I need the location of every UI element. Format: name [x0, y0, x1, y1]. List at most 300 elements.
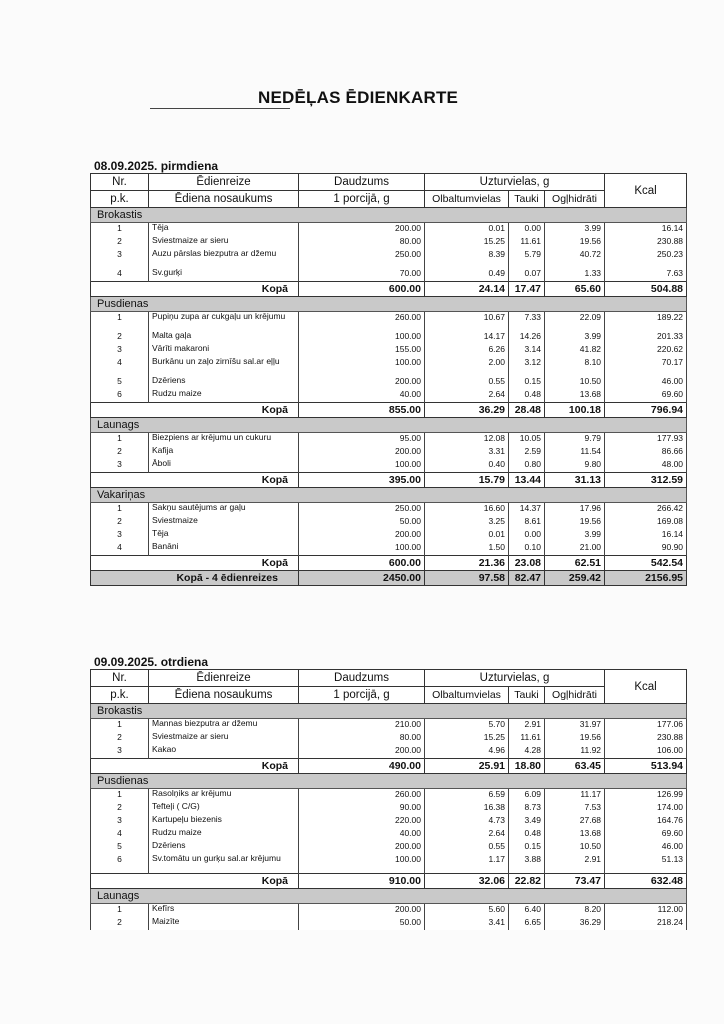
header-protein: Olbaltumvielas	[425, 687, 509, 704]
protein-value: 15.25	[425, 732, 509, 745]
dish-name: Rasolņiks ar krējumu	[149, 789, 299, 803]
kcal-value: 174.00	[605, 802, 687, 815]
table-row	[91, 446, 687, 459]
fat-value: 0.48	[509, 828, 545, 841]
meal-header	[91, 704, 687, 719]
carbs-value: 17.96	[545, 502, 605, 516]
kcal-value: 230.88	[605, 236, 687, 249]
protein-value: 8.39	[425, 249, 509, 268]
total-protein: 21.36	[425, 555, 509, 570]
carbs-value: 11.54	[545, 446, 605, 459]
fat-value: 2.91	[509, 719, 545, 733]
fat-value: 11.61	[509, 236, 545, 249]
dish-name: Kafija	[149, 446, 299, 459]
fat-value: 0.80	[509, 459, 545, 473]
quantity: 50.00	[299, 917, 425, 930]
kcal-value: 7.63	[605, 268, 687, 282]
fat-value: 14.37	[509, 502, 545, 516]
quantity: 200.00	[299, 529, 425, 542]
protein-value: 5.60	[425, 903, 509, 917]
dish-name: Dzēriens	[149, 376, 299, 389]
quantity: 50.00	[299, 516, 425, 529]
row-number: 5	[91, 376, 149, 389]
protein-value: 0.55	[425, 376, 509, 389]
total-label: Kopā	[91, 759, 299, 774]
kcal-value: 16.14	[605, 223, 687, 237]
header-nr: Nr.	[91, 174, 149, 191]
header-row-top	[91, 670, 687, 687]
fat-value: 0.15	[509, 841, 545, 854]
quantity: 260.00	[299, 312, 425, 331]
row-number: 1	[91, 223, 149, 237]
dish-name: Tēja	[149, 529, 299, 542]
day-section	[90, 160, 686, 586]
row-number: 4	[91, 357, 149, 376]
meal-name: Vakariņas	[91, 487, 687, 502]
dish-name: Rudzu maize	[149, 828, 299, 841]
dish-name: Tēja	[149, 223, 299, 237]
quantity: 90.00	[299, 802, 425, 815]
protein-value: 2.64	[425, 828, 509, 841]
meal-total-row	[91, 555, 687, 570]
total-label: Kopā	[91, 282, 299, 297]
carbs-value: 9.80	[545, 459, 605, 473]
day-date: 08.09.2025. pirmdiena	[94, 159, 219, 173]
quantity: 80.00	[299, 236, 425, 249]
quantity: 70.00	[299, 268, 425, 282]
fat-value: 6.09	[509, 789, 545, 803]
total-kcal: 542.54	[605, 555, 687, 570]
kcal-value: 169.08	[605, 516, 687, 529]
carbs-value: 13.68	[545, 828, 605, 841]
kcal-value: 90.90	[605, 542, 687, 556]
total-protein: 15.79	[425, 472, 509, 487]
protein-value: 3.31	[425, 446, 509, 459]
header-row-top	[91, 174, 687, 191]
table-row	[91, 542, 687, 556]
dish-name: Auzu pārslas biezputra ar džemu	[149, 249, 299, 268]
total-kcal: 312.59	[605, 472, 687, 487]
quantity: 200.00	[299, 745, 425, 759]
protein-value: 2.64	[425, 389, 509, 403]
total-protein: 36.29	[425, 402, 509, 417]
carbs-value: 3.99	[545, 529, 605, 542]
protein-value: 14.17	[425, 331, 509, 344]
total-fat: 28.48	[509, 402, 545, 417]
meal-name: Brokastis	[91, 704, 687, 719]
dish-name: Sviestmaize	[149, 516, 299, 529]
protein-value: 16.60	[425, 502, 509, 516]
protein-value: 0.01	[425, 223, 509, 237]
dish-name: Malta gaļa	[149, 331, 299, 344]
quantity: 200.00	[299, 903, 425, 917]
meal-header	[91, 297, 687, 312]
total-carbs: 73.47	[545, 873, 605, 888]
kcal-value: 177.06	[605, 719, 687, 733]
meal-total-row	[91, 402, 687, 417]
meal-total-row	[91, 759, 687, 774]
carbs-value: 22.09	[545, 312, 605, 331]
carbs-value: 40.72	[545, 249, 605, 268]
header-nr-sub: p.k.	[91, 687, 149, 704]
fat-value: 3.88	[509, 854, 545, 873]
header-fat: Tauki	[509, 191, 545, 208]
quantity: 220.00	[299, 815, 425, 828]
meal-name: Brokastis	[91, 208, 687, 223]
protein-value: 6.26	[425, 344, 509, 357]
table-row	[91, 236, 687, 249]
meal-name: Pusdienas	[91, 774, 687, 789]
carbs-value: 8.20	[545, 903, 605, 917]
fat-value: 0.48	[509, 389, 545, 403]
day-total-fat: 82.47	[509, 570, 545, 585]
fat-value: 10.05	[509, 432, 545, 446]
dish-name: Kefīrs	[149, 903, 299, 917]
quantity: 80.00	[299, 732, 425, 745]
row-number: 2	[91, 446, 149, 459]
header-nutrients: Uzturvielas, g	[425, 174, 605, 191]
kcal-value: 126.99	[605, 789, 687, 803]
total-carbs: 63.45	[545, 759, 605, 774]
table-row	[91, 459, 687, 473]
fat-value: 0.00	[509, 529, 545, 542]
day-total-protein: 97.58	[425, 570, 509, 585]
dish-name: Banāni	[149, 542, 299, 556]
row-number: 4	[91, 268, 149, 282]
fat-value: 0.00	[509, 223, 545, 237]
kcal-value: 177.93	[605, 432, 687, 446]
header-qty-sub: 1 porcijā, g	[299, 191, 425, 208]
kcal-value: 70.17	[605, 357, 687, 376]
header-dish: Ēdiena nosaukums	[149, 191, 299, 208]
total-fat: 23.08	[509, 555, 545, 570]
total-carbs: 65.60	[545, 282, 605, 297]
carbs-value: 36.29	[545, 917, 605, 930]
carbs-value: 19.56	[545, 516, 605, 529]
carbs-value: 10.50	[545, 376, 605, 389]
fat-value: 6.65	[509, 917, 545, 930]
protein-value: 4.73	[425, 815, 509, 828]
dish-name: Sv.tomātu un gurķu sal.ar krējumu	[149, 854, 299, 873]
header-carbs: Ogļhidrāti	[545, 687, 605, 704]
table-row	[91, 312, 687, 331]
kcal-value: 46.00	[605, 841, 687, 854]
dish-name: Āboli	[149, 459, 299, 473]
total-protein: 25.91	[425, 759, 509, 774]
quantity: 200.00	[299, 223, 425, 237]
row-number: 1	[91, 502, 149, 516]
table-row	[91, 344, 687, 357]
table-row	[91, 828, 687, 841]
dish-name: Sviestmaize ar sieru	[149, 236, 299, 249]
header-qty: Daudzums	[299, 670, 425, 687]
kcal-value: 51.13	[605, 854, 687, 873]
row-number: 2	[91, 236, 149, 249]
fat-value: 4.28	[509, 745, 545, 759]
carbs-value: 13.68	[545, 389, 605, 403]
quantity: 40.00	[299, 828, 425, 841]
carbs-value: 9.79	[545, 432, 605, 446]
kcal-value: 266.42	[605, 502, 687, 516]
kcal-value: 220.62	[605, 344, 687, 357]
row-number: 1	[91, 432, 149, 446]
day-section	[90, 656, 686, 930]
protein-value: 3.41	[425, 917, 509, 930]
row-number: 3	[91, 529, 149, 542]
protein-value: 0.01	[425, 529, 509, 542]
quantity: 250.00	[299, 249, 425, 268]
total-quantity: 600.00	[299, 282, 425, 297]
total-fat: 13.44	[509, 472, 545, 487]
fat-value: 14.26	[509, 331, 545, 344]
header-qty-sub: 1 porcijā, g	[299, 687, 425, 704]
dish-name: Rudzu maize	[149, 389, 299, 403]
protein-value: 12.08	[425, 432, 509, 446]
day-total-kcal: 2156.95	[605, 570, 687, 585]
dish-name: Sviestmaize ar sieru	[149, 732, 299, 745]
day-total-quantity: 2450.00	[299, 570, 425, 585]
total-quantity: 490.00	[299, 759, 425, 774]
quantity: 200.00	[299, 376, 425, 389]
protein-value: 0.40	[425, 459, 509, 473]
table-row	[91, 917, 687, 930]
dish-name: Burkānu un zaļo zirnīšu sal.ar eļļu	[149, 357, 299, 376]
quantity: 100.00	[299, 331, 425, 344]
meal-header	[91, 417, 687, 432]
kcal-value: 230.88	[605, 732, 687, 745]
header-meal: Ēdienreize	[149, 174, 299, 191]
protein-value: 0.49	[425, 268, 509, 282]
carbs-value: 10.50	[545, 841, 605, 854]
day-total-carbs: 259.42	[545, 570, 605, 585]
table-row	[91, 516, 687, 529]
header-fat: Tauki	[509, 687, 545, 704]
menu-table	[90, 669, 687, 930]
header-dish: Ēdiena nosaukums	[149, 687, 299, 704]
total-quantity: 855.00	[299, 402, 425, 417]
fat-value: 8.73	[509, 802, 545, 815]
table-row	[91, 331, 687, 344]
kcal-value: 112.00	[605, 903, 687, 917]
fat-value: 3.49	[509, 815, 545, 828]
table-row	[91, 268, 687, 282]
protein-value: 1.50	[425, 542, 509, 556]
header-row-bottom	[91, 191, 687, 208]
meal-header	[91, 487, 687, 502]
table-row	[91, 432, 687, 446]
quantity: 100.00	[299, 854, 425, 873]
row-number: 3	[91, 815, 149, 828]
kcal-value: 16.14	[605, 529, 687, 542]
fat-value: 6.40	[509, 903, 545, 917]
table-row	[91, 745, 687, 759]
total-fat: 17.47	[509, 282, 545, 297]
header-meal: Ēdienreize	[149, 670, 299, 687]
fat-value: 11.61	[509, 732, 545, 745]
dish-name: Biezpiens ar krējumu un cukuru	[149, 432, 299, 446]
table-row	[91, 732, 687, 745]
total-label: Kopā	[91, 873, 299, 888]
kcal-value: 218.24	[605, 917, 687, 930]
protein-value: 2.00	[425, 357, 509, 376]
row-number: 2	[91, 917, 149, 930]
header-nr: Nr.	[91, 670, 149, 687]
protein-value: 0.55	[425, 841, 509, 854]
protein-value: 10.67	[425, 312, 509, 331]
row-number: 3	[91, 745, 149, 759]
total-quantity: 600.00	[299, 555, 425, 570]
quantity: 100.00	[299, 542, 425, 556]
dish-name: Sakņu sautējums ar gaļu	[149, 502, 299, 516]
table-row	[91, 815, 687, 828]
header-kcal: Kcal	[605, 670, 687, 704]
carbs-value: 31.97	[545, 719, 605, 733]
quantity: 95.00	[299, 432, 425, 446]
dish-name: Kartupeļu biezenis	[149, 815, 299, 828]
kcal-value: 106.00	[605, 745, 687, 759]
carbs-value: 19.56	[545, 236, 605, 249]
row-number: 6	[91, 854, 149, 873]
kcal-value: 48.00	[605, 459, 687, 473]
table-row	[91, 719, 687, 733]
dish-name: Dzēriens	[149, 841, 299, 854]
carbs-value: 11.17	[545, 789, 605, 803]
meal-name: Pusdienas	[91, 297, 687, 312]
meal-name: Launags	[91, 417, 687, 432]
dish-name: Tefteļi ( C/G)	[149, 802, 299, 815]
table-row	[91, 903, 687, 917]
total-carbs: 100.18	[545, 402, 605, 417]
table-row	[91, 357, 687, 376]
total-carbs: 31.13	[545, 472, 605, 487]
total-kcal: 796.94	[605, 402, 687, 417]
carbs-value: 3.99	[545, 223, 605, 237]
day-total-row	[91, 570, 687, 585]
table-row	[91, 529, 687, 542]
fat-value: 3.14	[509, 344, 545, 357]
protein-value: 1.17	[425, 854, 509, 873]
header-nr-sub: p.k.	[91, 191, 149, 208]
table-row	[91, 389, 687, 403]
table-row	[91, 854, 687, 873]
table-row	[91, 789, 687, 803]
quantity: 100.00	[299, 459, 425, 473]
total-quantity: 395.00	[299, 472, 425, 487]
total-label: Kopā	[91, 402, 299, 417]
kcal-value: 46.00	[605, 376, 687, 389]
quantity: 210.00	[299, 719, 425, 733]
quantity: 40.00	[299, 389, 425, 403]
row-number: 3	[91, 344, 149, 357]
kcal-value: 86.66	[605, 446, 687, 459]
dish-name: Sv.gurķi	[149, 268, 299, 282]
quantity: 200.00	[299, 841, 425, 854]
dish-name: Vārīti makaroni	[149, 344, 299, 357]
page-title: NEDĒĻAS ĒDIENKARTE	[258, 88, 459, 107]
quantity: 260.00	[299, 789, 425, 803]
dish-name: Kakao	[149, 745, 299, 759]
row-number: 6	[91, 389, 149, 403]
row-number: 1	[91, 789, 149, 803]
total-kcal: 513.94	[605, 759, 687, 774]
quantity: 100.00	[299, 357, 425, 376]
protein-value: 6.59	[425, 789, 509, 803]
carbs-value: 3.99	[545, 331, 605, 344]
row-number: 4	[91, 542, 149, 556]
row-number: 4	[91, 828, 149, 841]
fat-value: 8.61	[509, 516, 545, 529]
dish-name: Maizīte	[149, 917, 299, 930]
carbs-value: 11.92	[545, 745, 605, 759]
row-number: 2	[91, 802, 149, 815]
quantity: 200.00	[299, 446, 425, 459]
quantity: 250.00	[299, 502, 425, 516]
day-date: 09.09.2025. otrdiena	[94, 655, 209, 669]
total-label: Kopā	[91, 555, 299, 570]
total-fat: 18.80	[509, 759, 545, 774]
carbs-value: 19.56	[545, 732, 605, 745]
total-kcal: 632.48	[605, 873, 687, 888]
header-row-bottom	[91, 687, 687, 704]
total-fat: 22.82	[509, 873, 545, 888]
meal-header	[91, 774, 687, 789]
row-number: 2	[91, 331, 149, 344]
meal-header	[91, 208, 687, 223]
kcal-value: 69.60	[605, 828, 687, 841]
fat-value: 0.07	[509, 268, 545, 282]
protein-value: 15.25	[425, 236, 509, 249]
table-row	[91, 841, 687, 854]
fat-value: 7.33	[509, 312, 545, 331]
header-carbs: Ogļhidrāti	[545, 191, 605, 208]
kcal-value: 69.60	[605, 389, 687, 403]
carbs-value: 7.53	[545, 802, 605, 815]
total-protein: 24.14	[425, 282, 509, 297]
row-number: 2	[91, 516, 149, 529]
carbs-value: 27.68	[545, 815, 605, 828]
row-number: 3	[91, 459, 149, 473]
carbs-value: 8.10	[545, 357, 605, 376]
kcal-value: 201.33	[605, 331, 687, 344]
table-row	[91, 249, 687, 268]
total-label: Kopā	[91, 472, 299, 487]
table-row	[91, 802, 687, 815]
fat-value: 3.12	[509, 357, 545, 376]
kcal-value: 189.22	[605, 312, 687, 331]
kcal-value: 164.76	[605, 815, 687, 828]
row-number: 1	[91, 312, 149, 331]
total-kcal: 504.88	[605, 282, 687, 297]
protein-value: 4.96	[425, 745, 509, 759]
meal-total-row	[91, 282, 687, 297]
menu-table	[90, 173, 687, 586]
meal-name: Launags	[91, 888, 687, 903]
quantity: 155.00	[299, 344, 425, 357]
dish-name: Mannas biezputra ar džemu	[149, 719, 299, 733]
row-number: 3	[91, 249, 149, 268]
carbs-value: 21.00	[545, 542, 605, 556]
row-number: 1	[91, 719, 149, 733]
row-number: 1	[91, 903, 149, 917]
title-rule	[150, 108, 290, 109]
header-qty: Daudzums	[299, 174, 425, 191]
protein-value: 16.38	[425, 802, 509, 815]
total-carbs: 62.51	[545, 555, 605, 570]
dish-name: Pupiņu zupa ar cukgaļu un krējumu	[149, 312, 299, 331]
table-row	[91, 502, 687, 516]
protein-value: 3.25	[425, 516, 509, 529]
total-protein: 32.06	[425, 873, 509, 888]
